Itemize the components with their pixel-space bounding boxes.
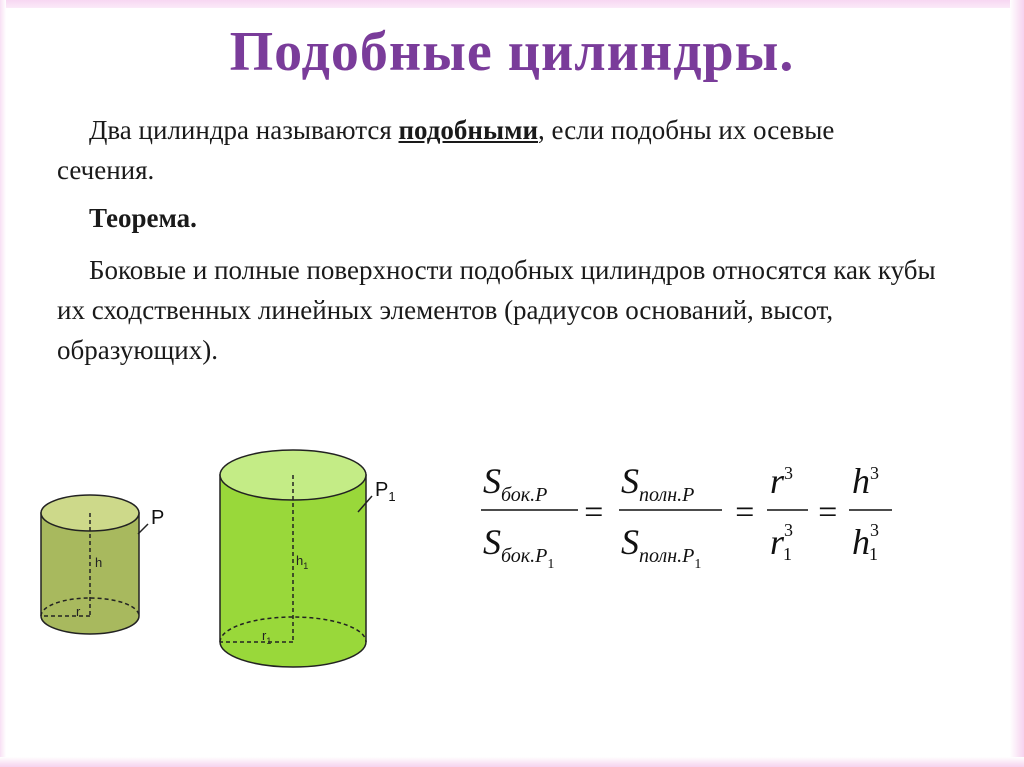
large-surface-label: $P_1$ [375, 479, 396, 504]
definition-emphasis: подобными [398, 115, 539, 145]
small-surface-label: P [151, 507, 165, 529]
large-radius-label: $r_1$ [262, 628, 272, 646]
theorem-heading-text: Теорема. [89, 203, 197, 233]
small-radius-label: r [76, 604, 81, 619]
formula-frac4-den: $h^3$ 1 [852, 520, 879, 564]
formula-frac3-num: $r^3$ [770, 461, 794, 501]
formula-frac1-num: $S_{бок.}P$ [483, 461, 548, 506]
definition-text-after: , если подобны их осевые сечения. [57, 115, 835, 185]
small-height-label: h [95, 555, 103, 570]
formula-frac3-den: $r^3$ 1 [770, 520, 794, 564]
formula-frac2-num: $S_{полн.}P$ [621, 461, 695, 506]
large-height-label: $h_1$ [296, 553, 309, 571]
slide-title: Подобные цилиндры. [229, 21, 795, 83]
formula-frac2-den: $S_{полн.}P1$ [621, 522, 702, 572]
theorem-text: Боковые и полные поверхности подобных цилиндров относятся как кубы их сходственных линейных элементов (радиусов оснований, высот, образующих). [57, 255, 936, 365]
formula-eq1: = [582, 494, 605, 531]
formula-eq3: = [816, 494, 839, 531]
formula-frac1-den: $S_{бок.}P1$ [483, 522, 555, 572]
definition-text-before: Два цилиндра называются [89, 115, 399, 145]
ratio-formula [481, 461, 892, 572]
formula-frac4-num: $h^3$ [852, 461, 879, 501]
formula-eq2: = [733, 494, 756, 531]
